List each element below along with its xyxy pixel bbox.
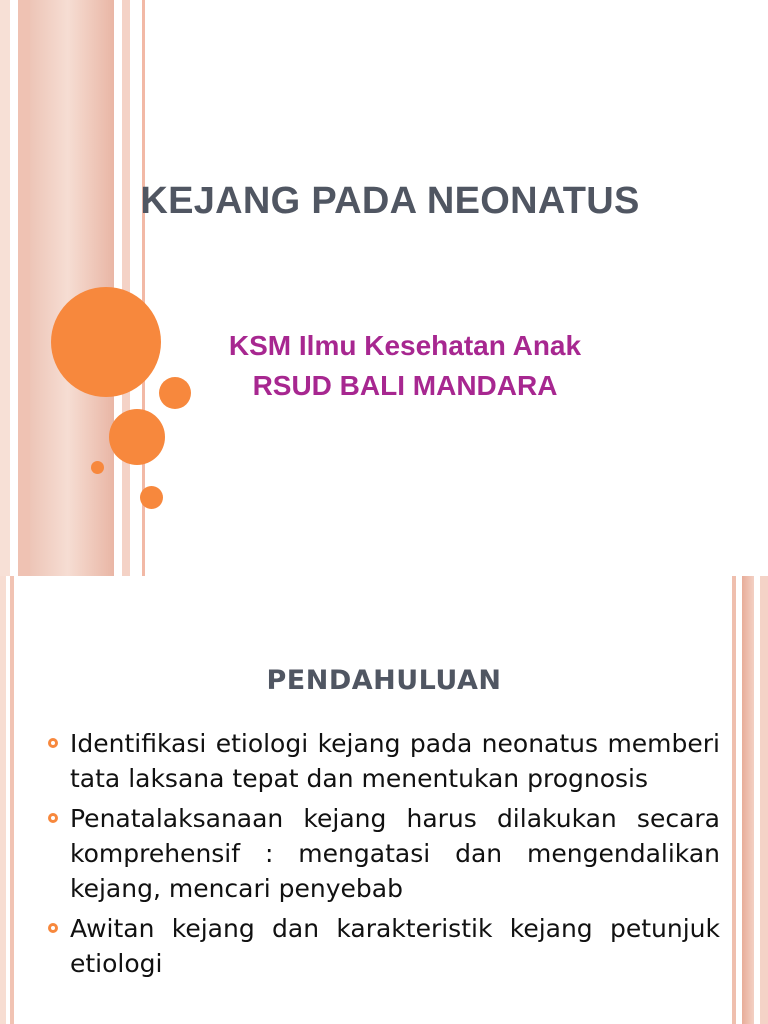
slide-title-text: KEJANG PADA NEONATUS bbox=[140, 180, 640, 222]
bullet-circle-icon bbox=[48, 738, 58, 748]
decor-stripe bbox=[0, 0, 10, 576]
bullet-text: Penatalaksanaan kejang harus dilakukan secara komprehensif : mengatasi dan mengendalikan kejang, mencari penyebab bbox=[70, 804, 720, 903]
bullet-text: Identifikasi etiologi kejang pada neonatus memberi tata laksana tepat dan menentukan prognosis bbox=[70, 729, 720, 793]
subtitle-line-2: RSUD BALI MANDARA bbox=[252, 370, 558, 401]
decor-stripe bbox=[760, 576, 768, 1024]
bullet-list bbox=[44, 726, 720, 986]
decor-stripe bbox=[732, 576, 736, 1024]
bullet-circle-icon bbox=[48, 923, 58, 933]
decor-circle-large bbox=[51, 287, 161, 397]
bullet-text: Awitan kejang dan karakteristik kejang petunjuk etiologi bbox=[70, 914, 720, 978]
decor-stripe bbox=[742, 576, 754, 1024]
decor-stripe bbox=[122, 0, 130, 576]
slide-subtitle bbox=[180, 326, 630, 406]
decor-circle-small bbox=[140, 486, 163, 509]
list-item bbox=[44, 726, 720, 796]
slide-heading: PENDAHULUAN bbox=[266, 665, 502, 696]
list-item bbox=[44, 801, 720, 906]
list-item bbox=[44, 911, 720, 981]
bullet-circle-icon bbox=[48, 813, 58, 823]
subtitle-line-1: KSM Ilmu Kesehatan Anak bbox=[228, 330, 582, 361]
decor-stripe bbox=[18, 0, 30, 576]
decor-circle-tiny bbox=[91, 461, 104, 474]
decor-stripe bbox=[10, 576, 14, 1024]
decor-stripe bbox=[0, 576, 6, 1024]
decor-circle-medium bbox=[109, 409, 165, 465]
slide-pendahuluan bbox=[0, 576, 768, 1024]
